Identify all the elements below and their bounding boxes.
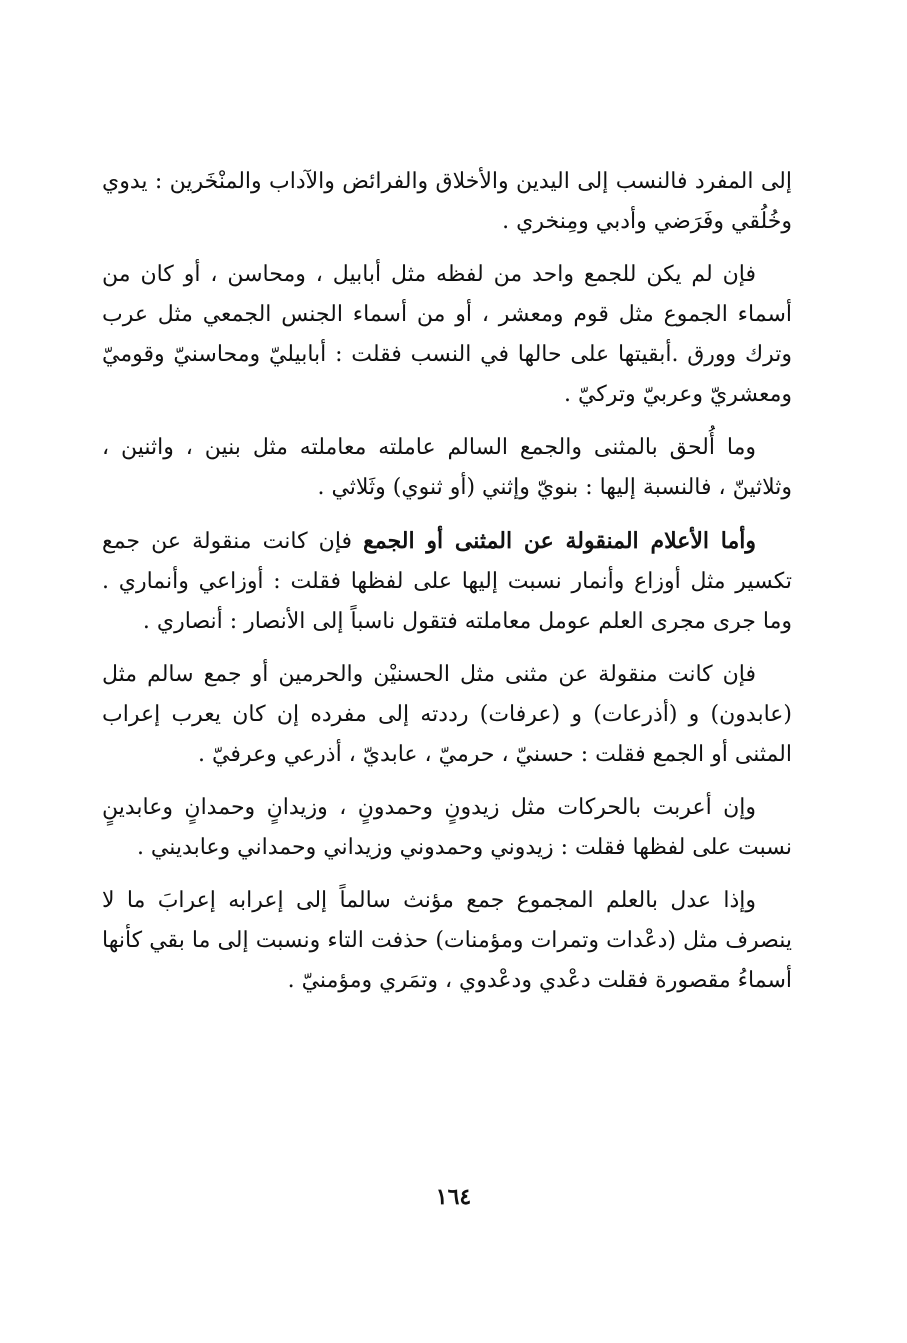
paragraph-6: وإن أعربت بالحركات مثل زيدونٍ وحمدونٍ ، وزيدانٍ وحمدانٍ وعابدينٍ نسبت على لفظها فقلت : زيدوني وحمدوني وزيداني وحمداني وعابديني . [102, 795, 792, 860]
paragraph-1: إلى المفرد فالنسب إلى اليدين والأخلاق والفرائض والآداب والمنْخَرين : يدوي وخُلُقي وفَرَضي وأدبي ومِنخري . [102, 169, 792, 234]
paragraph-4 [102, 521, 792, 642]
paragraph-3: وما أُلحق بالمثنى والجمع السالم عاملته معاملته مثل بنين ، واثنين ، وثلاثينّ ، فالنسبة إليها : بنويّ وإثني (أو ثنوي) وثَلاثي . [102, 435, 792, 500]
paragraph-5: فإن كانت منقولة عن مثنى مثل الحسنيْن والحرمين أو جمع سالم مثل (عابدون) و (أذرعات) و (عرفات) رددته إلى مفرده إن كان يعرب إعراب المثنى أو الجمع فقلت : حسنيّ ، حرميّ ، عابديّ ، أذرعي وعرفيّ . [102, 662, 792, 767]
paragraph-7: وإذا عدل بالعلم المجموع جمع مؤنث سالماً إلى إعرابه إعرابَ ما لا ينصرف مثل (دعْدات وتمرات ومؤمنات) حذفت التاء ونسبت إلى ما بقي كأنها أسماءُ مقصورة فقلت دعْدي ودعْدوي ، وتمَري ومؤمنيّ . [102, 888, 793, 993]
paragraph-2: فإن لم يكن للجمع واحد من لفظه مثل أبابيل ، ومحاسن ، أو كان من أسماء الجموع مثل قوم ومعشر ، أو من أسماء الجنس الجمعي مثل عرب وترك وورق .أبقيتها على حالها في النسب فقلت : أبابيليّ ومحاسنيّ وقوميّ ومعشريّ وعربيّ وتركيّ . [102, 262, 792, 407]
body-text [102, 162, 792, 1014]
page-number: ١٦٤ [435, 1184, 472, 1210]
inline-heading: وأما الأعلام المنقولة عن المثنى أو الجمع [363, 528, 756, 554]
paragraph-4-text: فإن كانت منقولة عن جمع تكسير مثل أوزاع وأنمار نسبت إليها على لفظها فقلت : أوزاعي وأنماري . وما جرى مجرى العلم عومل معاملته فتقول ناسباً إلى الأنصار : أنصاري . [102, 529, 792, 634]
